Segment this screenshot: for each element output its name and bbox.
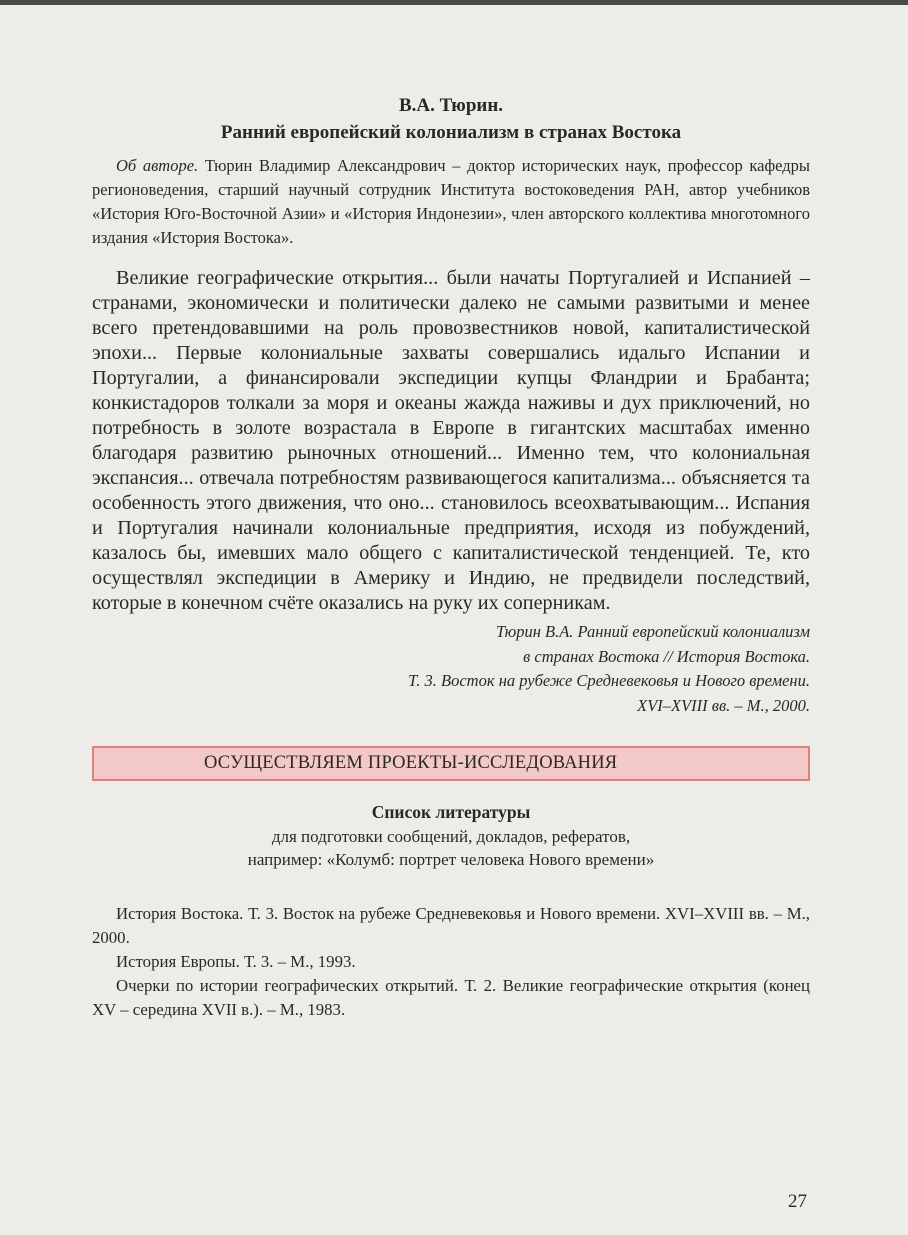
article-author: В.А. Тюрин. xyxy=(398,95,504,116)
literature-heading xyxy=(92,801,810,872)
literature-subtitle-2: например: «Колумб: портрет человека Нового времени» xyxy=(247,850,655,869)
source-line-1: Тюрин В.А. Ранний европейский колониализм xyxy=(496,622,810,641)
quote-paragraph: Великие географические открытия... были начаты Португалией и Испанией – странами, экономически и политически далеко не самыми развитыми и менее всего претендовавшими на роль провозвестников новой, капиталистической эпохи... Первые колониальные захваты совершались идальго Испании и Португалии, а финансировали экспедиции купцы Фландрии и Брабанта; конкистадоров толкали за моря и океаны жажда наживы и дух приключений, но потребность в золоте возрастала в Европе в гигантских масштабах именно благодаря развитию рыночных отношений... Именно тем, что колониальная экспансия... отвечала потребностям развивающегося капитализма... объясняется та особенность этого движения, что оно... становилось всеохватывающим... Испания и Португалия начинали колониальные предприятия, исходя из побуждений, казалось бы, имевших мало общего с капиталистической тенденцией. Те, кто осуществлял экспедиции в Америку и Индию, не предвидели последствий, которые в конечном счёте оказались на руку их соперникам. xyxy=(92,267,810,614)
book-page xyxy=(92,92,810,1022)
source-line-3: Т. 3. Восток на рубеже Средневековья и Нового времени. xyxy=(408,671,810,690)
scan-top-edge xyxy=(0,0,908,5)
about-author-lead: Об авторе. xyxy=(116,156,199,175)
source-line-2: в странах Востока // История Востока. xyxy=(523,646,810,666)
quote-source xyxy=(92,620,810,718)
section-banner: ОСУЩЕСТВЛЯЕМ ПРОЕКТЫ-ИССЛЕДОВАНИЯ xyxy=(92,746,810,781)
about-author-text: Тюрин Владимир Александрович – доктор исторических наук, профессор кафедры регионоведения, старший научный сотрудник Института востоковедения РАН, автор учебников «История Юго-Восточной Азии» и «История Индонезии», член авторского коллектива многотомного издания «История Востока». xyxy=(92,156,810,247)
literature-entry-2: История Европы. Т. 3. – М., 1993. xyxy=(116,951,356,971)
literature-title: Список литературы xyxy=(371,802,531,822)
literature-subtitle-1: для подготовки сообщений, докладов, рефератов, xyxy=(271,826,631,846)
literature-entry-3: Очерки по истории географических открытий. Т. 2. Великие географические открытия (конец XV – середина XVII в.). – М., 1983. xyxy=(92,975,810,1019)
literature-list xyxy=(92,902,810,1022)
source-line-4: XVI–XVIII вв. – М., 2000. xyxy=(637,695,810,715)
page-number: 27 xyxy=(788,1191,807,1212)
literature-entry-1: История Востока. Т. 3. Восток на рубеже Средневековья и Нового времени. XVI–XVIII вв. – М., 2000. xyxy=(92,903,810,947)
article-title: Ранний европейский колониализм в странах Востока xyxy=(220,122,682,143)
about-author-paragraph xyxy=(92,154,810,250)
article-heading xyxy=(92,92,810,146)
